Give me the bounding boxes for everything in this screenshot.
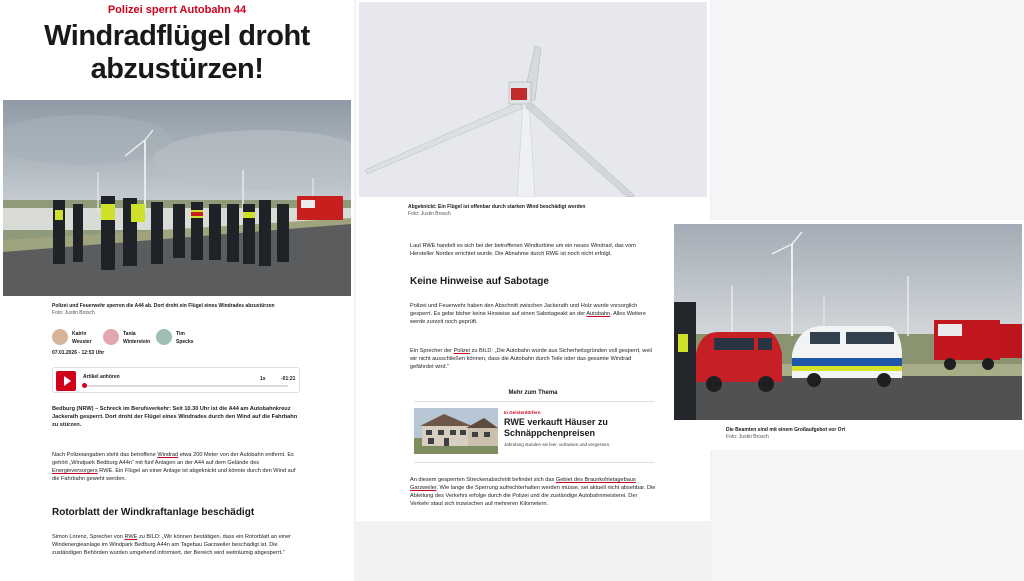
audio-progress-track[interactable] — [83, 385, 288, 387]
article-lead: Bedburg (NRW) – Schreck im Berufsverkehr: Seit 10.30 Uhr ist die A44 am Autobahnkreuz Jackerath gesperrt. Dort droht der Flügel eines Windrades durch den Wind auf die Fahrbahn zu stürzen. — [52, 406, 298, 428]
author-name: Katrin Weuster — [72, 331, 92, 345]
related-article-subtitle: Jahrelang standen sie leer, verlassen und vergessen. — [504, 442, 611, 447]
related-heading: Mehr zum Thema — [508, 390, 558, 396]
photo-broken-wind-turbine[interactable] — [359, 2, 707, 197]
author-name: Tim Specks — [176, 331, 194, 345]
article-subheading: Keine Hinweise auf Sabotage — [410, 276, 549, 287]
related-article-title[interactable]: RWE verkauft Häuser zu Schnäppchenpreisen — [504, 417, 608, 438]
blank-area-bottom-right — [712, 451, 1024, 581]
photo-caption: Polizei und Feuerwehr sperren die A44 ab. Dort droht ein Flügel eines Windrades abzustürzen — [52, 303, 275, 309]
link-autobahn[interactable]: Autobahn — [586, 311, 611, 317]
article-paragraph: Simon Lorenz, Sprecher von RWE zu BILD: „Wir können bestätigen, dass ein Rotorblatt an einer Windenergieanlage im Windpark Bedburg A44n am Tagebau Garzweiler beschädigt ist. Die zuständigen Behörden wurden umgehend informiert, der Bereich wird weiträumig abgesperrt.“ — [52, 534, 292, 556]
link-windrad[interactable]: Windrad — [157, 452, 179, 458]
photo-caption: Abgeknickt: Ein Flügel ist offenbar durch starken Wind beschädigt worden — [408, 204, 586, 210]
playback-speed-button[interactable]: 1x — [260, 376, 266, 382]
audio-player — [52, 367, 300, 393]
audio-remaining-time: -01:21 — [281, 376, 296, 382]
article-panel-1 — [0, 0, 354, 581]
article-headline: Windradflügel droht abzustürzen! — [44, 20, 310, 85]
play-icon[interactable] — [56, 371, 76, 391]
audio-label: Artikel anhören — [83, 374, 120, 380]
article-paragraph: Polizei und Feuerwehr haben den Abschnitt zwischen Jackerath und Holz wurde vorsorglich gesperrt. Es gebe bisher keine Hinweise auf einen Sabotageakt an der Autobahn. Alles Weitere werde zurzeit noch geprüft. — [410, 303, 646, 325]
blank-area-top-right — [712, 0, 1024, 218]
author-list — [52, 329, 342, 349]
avatar — [103, 329, 119, 345]
photo-credit: Foto: Justin Brosch — [52, 310, 95, 316]
photo-emergency-vehicles[interactable] — [674, 224, 1022, 420]
article-subheading: Rotorblatt der Windkraftanlage beschädigt — [52, 507, 255, 518]
author-name: Tania Winterstein — [123, 331, 151, 345]
photo-police-fire-crew[interactable] — [3, 100, 351, 296]
link-energieversorger[interactable]: Energieversorgers — [52, 468, 98, 474]
audio-progress-knob[interactable] — [82, 383, 87, 388]
related-article-card[interactable] — [414, 401, 654, 463]
article-paragraph: Nach Polizeiangaben steht das betroffene Windrad etwa 200 Meter von der Autobahn entfernt. Es gehört „Windpark Bedburg A44n“ mit fünf Anlagen an der A44 auf dem Gelände des Energieversorgers RWE. Ein Flügel an einer Anlage ist abgeknickt und könnte durch den Wind auf die Fahrbahn geweht werden. — [52, 452, 296, 482]
related-article-kicker: In Geisterdörfern — [504, 410, 541, 415]
link-garzweiler[interactable]: Gebiet des Braunkohletagebaus Garzweiler — [410, 477, 636, 491]
avatar — [52, 329, 68, 345]
article-kicker: Polizei sperrt Autobahn 44 — [107, 4, 247, 16]
article-paragraph: An diesem gesperrten Streckenabschnitt befindet sich das Gebiet des Braunkohletagebaus Garzweiler. Wie lange die Sperrung aufrechterhalten werden müsse, sei aktuell nicht absehbar. Die Ableitung des Verkehrs erfolge durch die Polizei und die zuständige Autobahnmeisterei. Der Verkehr staut sich inzwischen auf mehreren Kilometern. — [410, 477, 656, 507]
related-article-thumbnail[interactable] — [414, 408, 498, 454]
publish-date: 07.01.2026 - 12:53 Uhr — [52, 350, 105, 356]
photo-credit: Foto: Justin Brosch — [726, 434, 769, 440]
photo-caption: Die Beamten sind mit einem Großaufgebot vor Ort — [726, 427, 846, 433]
link-polizei[interactable]: Polizei — [453, 348, 471, 354]
article-panel-3 — [672, 220, 1024, 450]
photo-credit: Foto: Justin Brosch — [408, 211, 451, 217]
article-paragraph: Ein Sprecher der Polizei zu BILD: „Die Autobahn wurde aus Sicherheitsgründen voll gesperrt, weil wir nicht ausschließen können, dass die Autobahn durch Teile oder das gesamte Windrad gefährdet wird.“ — [410, 348, 652, 370]
article-paragraph: Laut RWE handelt es sich bei der betroffenen Windturbine um ein neues Windrad, das vom Hersteller Nordex errichtet wurde. Die Abnahme durch RWE ist noch nicht erfolgt. — [410, 243, 636, 257]
link-rwe[interactable]: RWE — [124, 534, 138, 540]
article-panel-2 — [356, 0, 710, 521]
avatar — [156, 329, 172, 345]
